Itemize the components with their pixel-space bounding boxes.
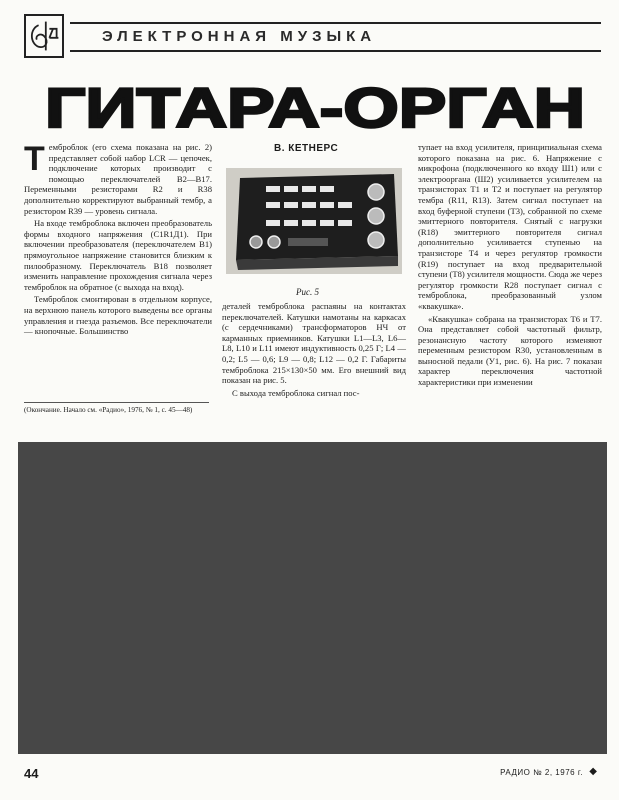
drop-cap: Т bbox=[24, 140, 45, 178]
paragraph: «Квакушка» собрана на транзисторах T6 и T7. Она представляет собой частотный фильтр, резонансную частоту которого изменяют переменным резистором R30, установленным в выносной педали (У1, рис. 6). На рис. 7 показан характер переключения частотной характеристики при изменении bbox=[418, 313, 602, 388]
page-number: 44 bbox=[24, 766, 39, 781]
device-photo bbox=[226, 168, 402, 274]
article-column-3 bbox=[418, 142, 602, 390]
redacted-region bbox=[18, 442, 607, 754]
paragraph: Темброблок смонтирован в отдельном корпусе, на верхнюю панель которого выведены все органы управления и гнезда разъемов. Все переключатели — кнопочные. Большинство bbox=[24, 294, 212, 337]
paragraph: Темброблок (его схема показана на рис. 2) представляет собой набор LCR — цепочек, подключение которых производит с помощью переключателей B2—B17. Переменными резисторами R2 и R38 дополнительно корректируют выбранный тембр, а резистором R39 — уровень сигнала. bbox=[24, 140, 212, 216]
article-title-text: ГИТАРА-ОРГАН bbox=[45, 83, 585, 133]
author-name: В. КЕТНЕРС bbox=[274, 143, 339, 154]
footnote: (Окончание. Начало см. «Радио», 1976, № 1, с. 45—48) bbox=[24, 402, 209, 415]
paragraph: На входе темброблока включен преобразователь формы входного напряжения (C1R1Д1). При включении преобразователя (переключателем B1) прямоугольное напряжение становится близким к пилообразному. Переключатель B18 позволяет изменить направление прохождения сигнала через темброблок на обратное (с выхода на вход). bbox=[24, 218, 212, 292]
tone-block-device-image bbox=[226, 168, 402, 274]
diamond-icon: ◆ bbox=[589, 766, 597, 777]
music-note-logo-icon bbox=[26, 16, 62, 56]
article-column-2 bbox=[222, 301, 406, 400]
figure-caption: Рис. 5 bbox=[296, 287, 319, 297]
paragraph: тупает на вход усилителя, принципиальная схема которого показана на рис. 6. Напряжение с микрофона (подключенного ко входу Ш1) или с электрооргана (Ш2) усиливается усилителем на транзисторах T1 и T2 и поступает на регулятор тембра (R11, R13). Затем сигнал поступает на вход буферной ступени (T3), собранной по схеме эмиттерного повторителя. Снятый с нагрузки (R18) эмиттерного повторителя сигнал дополнительно усиливается ступенью на транзисторе T4 и через регулятор громкости (R19) поступает на вход предварительной ступени (T8) усилителя мощности. Сюда же через регулятор громкости R28 поступает сигнал с темброблока, преобразованный узлом «квакушка». bbox=[418, 142, 603, 311]
article-column-1 bbox=[24, 142, 212, 339]
section-logo bbox=[24, 14, 64, 58]
paragraph: деталей темброблока распаяны на контактах переключателей. Катушки намотаны на каркасах (с сердечниками) трансформаторов НЧ от карманных приемников. Катушки L1—L3, L6—L8, L10 и L11 имеют индуктивность 0,25 Г; L4 — 0,2; L5 — 0,6; L9 — 0,8; L12 — 0,2 Г. Габариты темброблока 215×130×50 мм. Его внешний вид показан на рис. 5. bbox=[222, 301, 406, 386]
paragraph: С выхода темброблока сигнал пос- bbox=[232, 387, 360, 398]
issue-label: РАДИО № 2, 1976 г. bbox=[500, 768, 583, 777]
article-title bbox=[40, 83, 590, 133]
header-rule-bottom bbox=[70, 50, 601, 52]
section-title: ЭЛЕКТРОННАЯ МУЗЫКА bbox=[102, 28, 377, 45]
header-rule-top bbox=[70, 22, 601, 24]
